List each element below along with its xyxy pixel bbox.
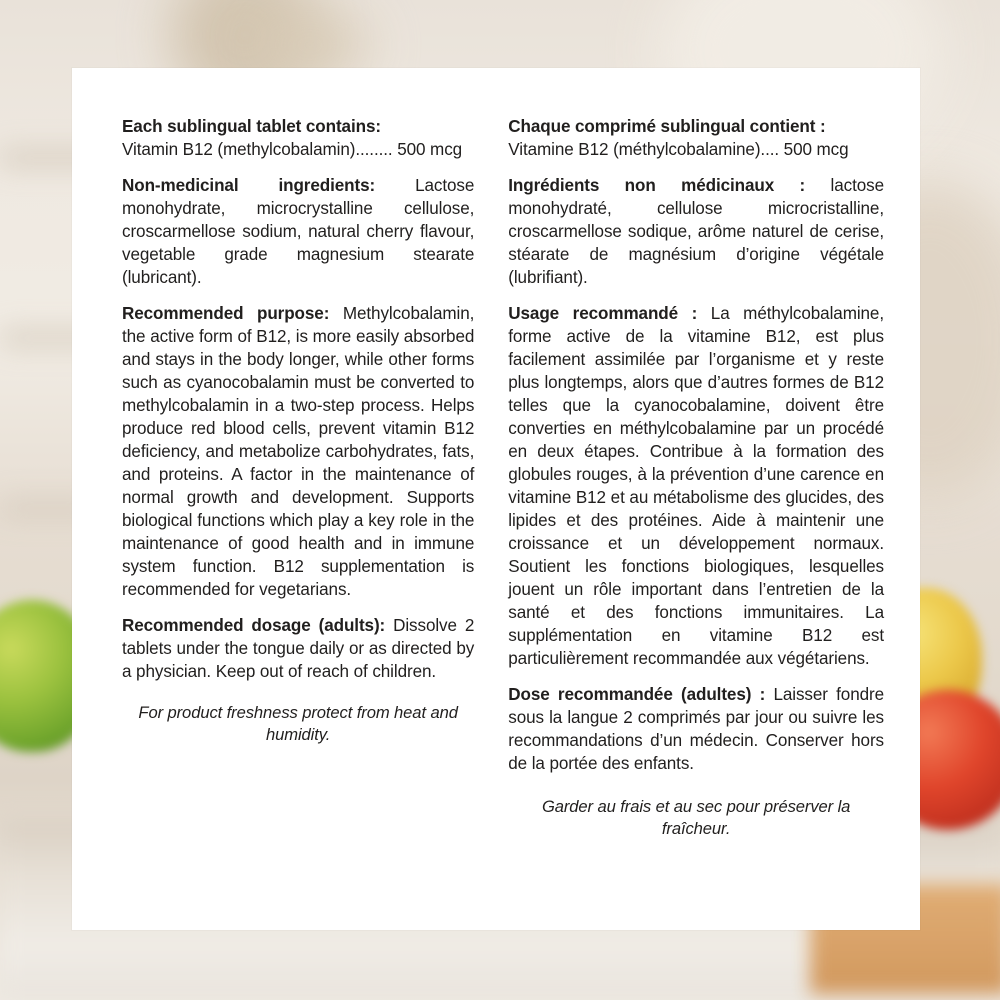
fr-purpose-block	[508, 303, 884, 671]
en-purpose-block	[122, 303, 474, 602]
fr-dosage-text: Laisser fondre sous la langue 2 comprimés par jour ou suivre les recommandations d’un médecin. Conserver hors de la portée des enfants.	[508, 684, 885, 773]
en-purpose-heading: Recommended purpose:	[122, 303, 330, 323]
en-freshness-note: For product freshness protect from heat and humidity.	[138, 702, 458, 744]
en-dosage-paragraph	[122, 615, 474, 684]
fr-purpose-text: La méthylcobalamine, forme active de la vitamine B12, est plus facilement assimilée par l’organisme et y reste plus longtemps, alors que d’autres formes de B12 telles que la cyanocobalamine, doivent être converties en méthylcobalamine par un procédé en deux étapes. Contribue à la formation des globules rouges, à la prévention d’une carence en vitamine B12 et au métabolisme des glucides, des lipides et des protéines. Aide à maintenir une croissance et un développement normaux. Soutient les fonctions biologiques, lesquelles jouent un rôle important dans l’entretien de la santé et des fonctions immunitaires. La supplémentation en vitamine B12 est particulièrement recommandée aux végétariens.	[508, 303, 884, 668]
en-purpose-paragraph	[122, 303, 474, 602]
en-dosage-text: Dissolve 2 tablets under the tongue daily or as directed by a physician. Keep out of reach of children.	[122, 615, 475, 681]
fr-purpose-paragraph	[508, 303, 884, 671]
label-panel	[72, 68, 920, 930]
en-non-medicinal-paragraph	[122, 175, 474, 290]
en-dosage-block	[122, 615, 474, 684]
en-non-medicinal-block	[122, 175, 474, 290]
fr-contains-block	[508, 116, 884, 162]
fr-dosage-block	[508, 684, 884, 776]
fr-dosage-heading: Dose recommandée (adultes) :	[508, 684, 766, 704]
en-dosage-heading: Recommended dosage (adults):	[122, 615, 386, 635]
fr-non-medicinal-paragraph	[508, 175, 884, 290]
fr-dosage-paragraph	[508, 684, 884, 776]
fr-contains-line: Vitamine B12 (méthylcobalamine).... 500 mcg	[508, 139, 849, 159]
fr-contains-heading: Chaque comprimé sublingual contient :	[508, 117, 826, 136]
fr-non-medicinal-heading: Ingrédients non médicinaux :	[508, 175, 806, 195]
label-columns	[72, 68, 920, 930]
fr-freshness-note: Garder au frais et au sec pour préserver la fraîcheur.	[541, 796, 851, 838]
french-column	[492, 116, 884, 930]
en-contains-heading: Each sublingual tablet contains:	[122, 117, 381, 136]
fr-purpose-heading: Usage recommandé :	[508, 303, 698, 323]
fr-non-medicinal-text: lactose monohydraté, cellulose microcristalline, croscarmellose sodique, arôme naturel de cerise, stéarate de magnésium d’origine végétale (lubrifiant).	[508, 175, 884, 287]
english-column	[122, 116, 492, 930]
en-non-medicinal-text: Lactose monohydrate, microcrystalline cellulose, croscarmellose sodium, natural cherry flavour, vegetable grade magnesium stearate (lubricant).	[122, 175, 475, 287]
en-contains-line: Vitamin B12 (methylcobalamin)........ 500 mcg	[122, 139, 463, 159]
en-non-medicinal-heading: Non-medicinal ingredients:	[122, 175, 376, 195]
en-contains-block	[122, 116, 474, 162]
en-purpose-text: Methylcobalamin, the active form of B12, is more easily absorbed and stays in the body longer, while other forms such as cyanocobalamin must be converted to methylcobalamin in a two-step process. Helps produce red blood cells, prevent vitamin B12 deficiency, and metabolize carbohydrates, fats, and proteins. A factor in the maintenance of normal growth and development. Supports biological functions which play a key role in the maintenance of good health and in immune system function. B12 supplementation is recommended for vegetarians.	[122, 303, 475, 599]
fr-non-medicinal-block	[508, 175, 884, 290]
